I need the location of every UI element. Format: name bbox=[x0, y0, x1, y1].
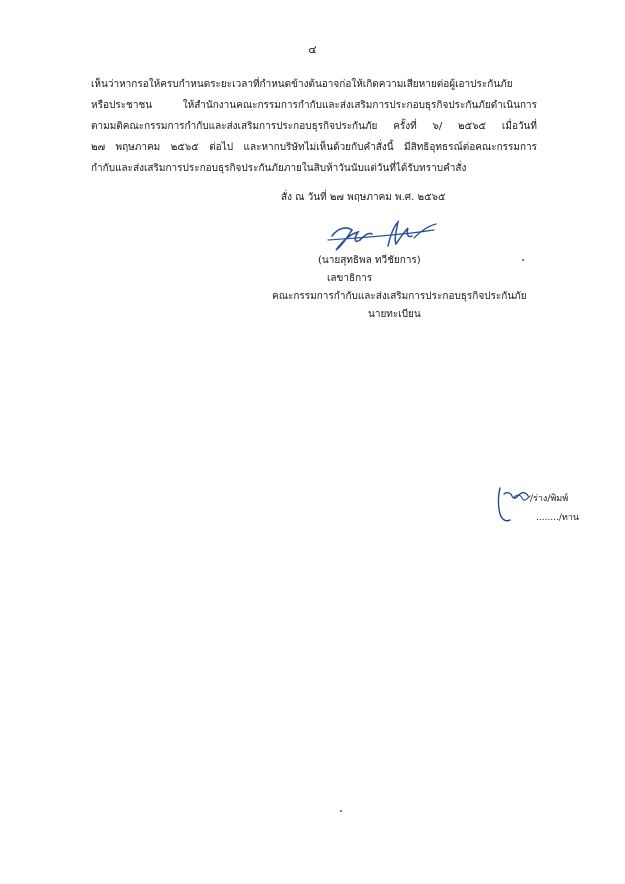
body-paragraph bbox=[91, 74, 537, 179]
body-line: เห็นว่าหากรอให้ครบกำหนดระยะเวลาที่กำหนดข้างต้นอาจก่อให้เกิดความเสียหายต่อผู้เอาประกันภัย bbox=[91, 79, 513, 90]
signatory-position: เลขาธิการ bbox=[327, 273, 373, 284]
signatory-name: (นายสุทธิพล ทวีชัยการ) bbox=[318, 255, 421, 266]
signatory-role: นายทะเบียน bbox=[368, 309, 421, 320]
body-line: กำกับและส่งเสริมการประกอบธุรกิจประกันภัยภายในสิบห้าวันนับแต่วันที่ได้รับทราบคำสั่ง bbox=[91, 163, 467, 174]
handwritten-signature bbox=[324, 216, 442, 256]
page-number: ๔ bbox=[308, 43, 317, 56]
draft-note: /ร่าง/พิมพ์ bbox=[530, 494, 569, 504]
body-line: หรือประชาชน ให้สำนักงานคณะกรรมการกำกับและส่งเสริมการประกอบธุรกิจประกันภัยดำเนินการ bbox=[91, 100, 537, 111]
body-line: ๒๗ พฤษภาคม ๒๕๖๕ ต่อไป และหากบริษัทไม่เห็นด้วยกับคำสั่งนี้ มีสิทธิอุทธรณ์ต่อคณะกรรมการ bbox=[91, 142, 537, 153]
body-line: ตามมติคณะกรรมการกำกับและส่งเสริมการประกอบธุรกิจประกันภัย ครั้งที่ ๖/ ๒๕๖๕ เมื่อวันที่ bbox=[91, 121, 537, 132]
order-date: สั่ง ณ วันที่ ๒๗ พฤษภาคม พ.ศ. ๒๕๖๕ bbox=[281, 192, 446, 203]
check-note: ......../ทาน bbox=[536, 513, 580, 523]
stray-mark bbox=[340, 810, 342, 812]
signatory-organization: คณะกรรมการกำกับและส่งเสริมการประกอบธุรกิจประกันภัย bbox=[272, 291, 527, 302]
stray-mark bbox=[522, 259, 524, 261]
signature-block bbox=[272, 252, 572, 324]
